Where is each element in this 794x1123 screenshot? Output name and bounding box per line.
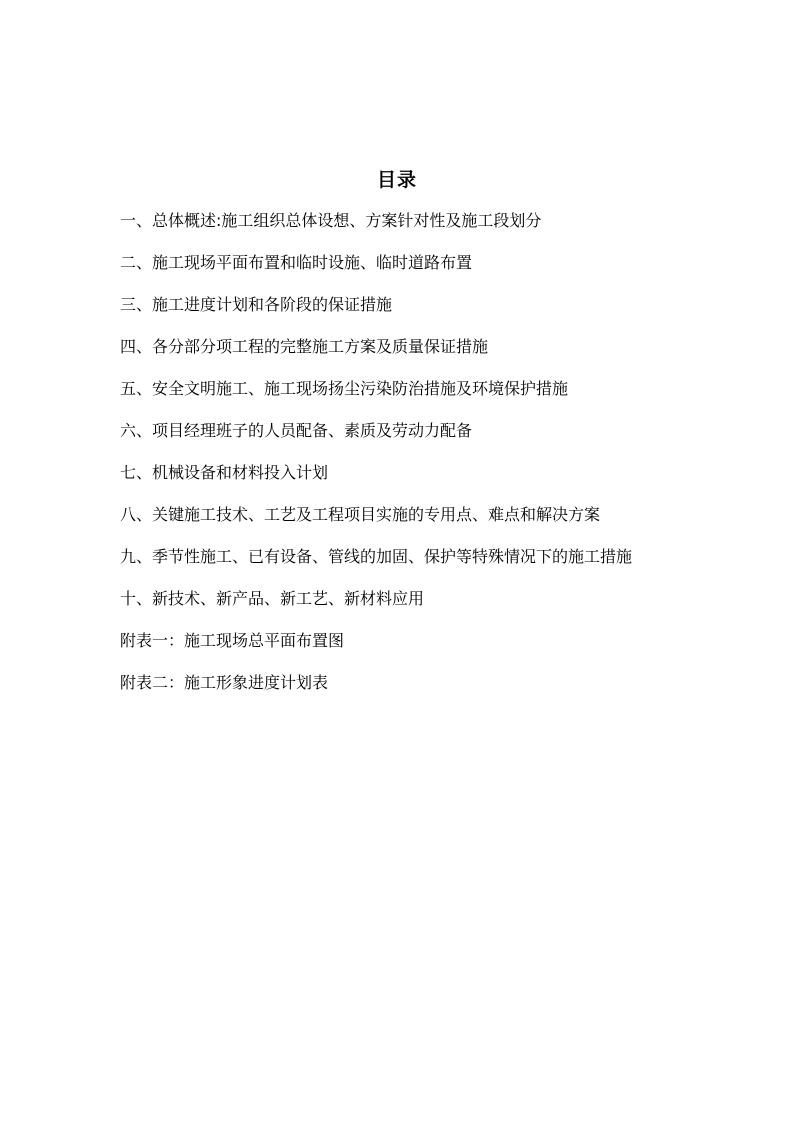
appendix-item-2: 附表二：施工形象进度计划表 [120, 673, 329, 692]
toc-item-3: 三、施工进度计划和各阶段的保证措施 [120, 295, 393, 314]
toc-item-2: 二、施工现场平面布置和临时设施、临时道路布置 [120, 253, 473, 272]
toc-item-1: 一、总体概述:施工组织总体设想、方案针对性及施工段划分 [120, 211, 542, 230]
toc-item-4: 四、各分部分项工程的完整施工方案及质量保证措施 [120, 337, 489, 356]
toc-item-8: 八、关键施工技术、工艺及工程项目实施的专用点、难点和解决方案 [120, 505, 601, 524]
toc-item-5: 五、安全文明施工、施工现场扬尘污染防治措施及环境保护措施 [120, 379, 569, 398]
toc-item-7: 七、机械设备和材料投入计划 [120, 463, 329, 482]
toc-item-10: 十、新技术、新产品、新工艺、新材料应用 [120, 589, 425, 608]
appendix-item-1: 附表一：施工现场总平面布置图 [120, 631, 345, 650]
toc-item-6: 六、项目经理班子的人员配备、素质及劳动力配备 [120, 421, 473, 440]
table-of-contents [120, 207, 680, 711]
toc-item-9: 九、季节性施工、已有设备、管线的加固、保护等特殊情况下的施工措施 [120, 547, 633, 566]
page-title: 目录 [376, 169, 417, 191]
